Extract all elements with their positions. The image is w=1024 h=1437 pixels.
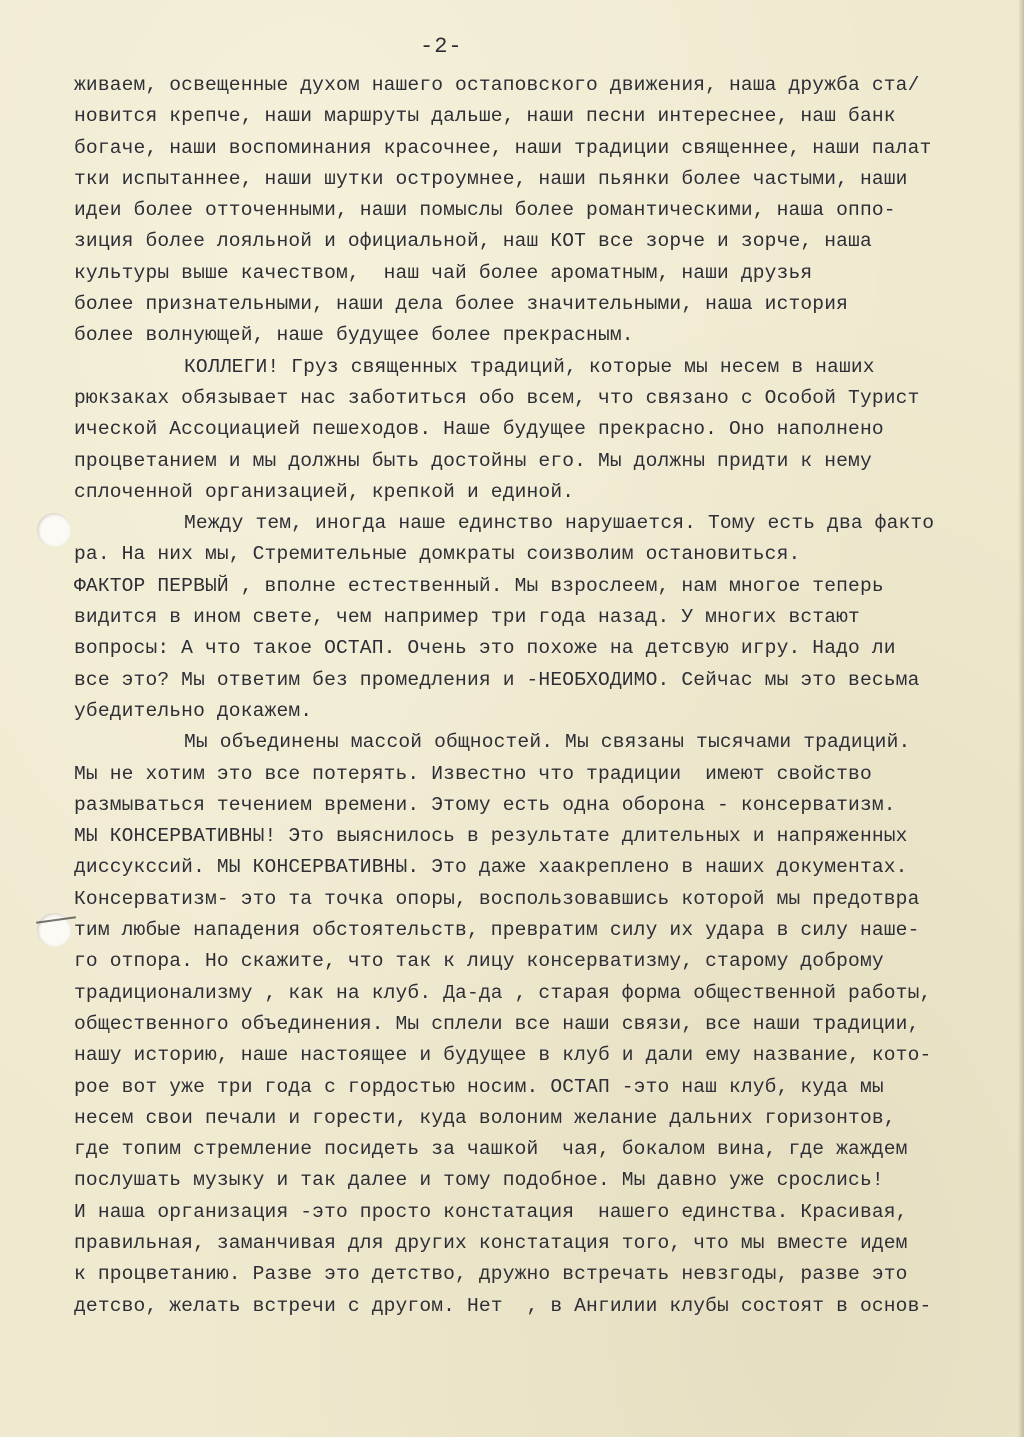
text-line: убедительно докажем. xyxy=(74,699,313,722)
text-line: тим любые нападения обстоятельств, превратим силу их удара в силу наше- xyxy=(74,919,920,942)
text-line: где топим стремление посидеть за чашкой чая, бокалом вина, где жаждем xyxy=(74,1138,908,1161)
text-line: традиционализму , как на клуб. Да-да , старая форма общественной работы, xyxy=(74,981,932,1004)
text-line: рюкзаках обязывает нас заботиться обо всем, что связано с Особой Турист xyxy=(74,386,920,409)
text-line: го отпора. Но скажите, что так к лицу консерватизму, старому доброму xyxy=(74,950,884,973)
text-line: детсво, желать встречи с другом. Нет , в Ангилии клубы состоят в основ- xyxy=(74,1294,932,1317)
text-line: зиция более лояльной и официальной, наш КОТ все зорче и зорче, наша xyxy=(74,230,872,253)
text-line: МЫ КОНСЕРВАТИВНЫ! Это выяснилось в результате длительных и напряженных xyxy=(74,825,908,848)
text-line: богаче, наши воспоминания красочнее, наши традиции священнее, наши палат xyxy=(74,136,932,159)
text-line: сплоченной организацией, крепкой и единой. xyxy=(74,480,575,503)
paragraph-start-line: Между тем, иногда наше единство нарушается. Тому есть два факто xyxy=(184,512,935,535)
text-line: к процветанию. Разве это детство, дружно встречать невзгоды, разве это xyxy=(74,1263,908,1286)
body-text xyxy=(74,70,1019,1322)
text-line: идеи более отточенными, наши помыслы более романтическими, наша оппо- xyxy=(74,199,896,222)
text-line: ФАКТОР ПЕРВЫЙ , вполне естественный. Мы взрослеем, нам многое теперь xyxy=(74,574,884,597)
text-line: ической Ассоциацией пешеходов. Наше будущее прекрасно. Оно наполнено xyxy=(74,418,884,441)
text-line: более волнующей, наше будущее более прекрасным. xyxy=(74,324,634,347)
text-line: размываться течением времени. Этому есть одна оборона - консерватизм. xyxy=(74,793,896,816)
text-line: вопросы: А что такое ОСТАП. Очень это похоже на детсвую игру. Надо ли xyxy=(74,637,896,660)
text-line: все это? Мы ответим без промедления и -НЕОБХОДИМО. Сейчас мы это весьма xyxy=(74,668,920,691)
text-line: диссуксcий. МЫ КОНСЕРВАТИВНЫ. Это даже хаакреплено в наших документах. xyxy=(74,856,908,879)
text-line: общественного объединения. Мы сплели все наши связи, все наши традиции, xyxy=(74,1012,920,1035)
text-line: новится крепче, наши маршруты дальше, наши песни интереснее, наш банк xyxy=(74,105,896,128)
text-line: рое вот уже три года с гордостью носим. ОСТАП -это наш клуб, куда мы xyxy=(74,1075,884,1098)
paragraph-start-line: Мы объединены массой общностей. Мы связаны тысячами традиций. xyxy=(184,731,911,754)
text-line: нашу историю, наше настоящее и будущее в клуб и дали ему название, кото- xyxy=(74,1044,932,1067)
text-line: Консерватизм- это та точка опоры, воспользовавшись которой мы предотвра xyxy=(74,887,920,910)
text-line: ра. На них мы, Стремительные домкраты соизволим остановиться. xyxy=(74,543,801,566)
text-line: культуры выше качеством, наш чай более ароматным, наши друзья xyxy=(74,261,813,284)
text-line: Мы не хотим это все потерять. Известно что традиции имеют свойство xyxy=(74,762,872,785)
text-line: послушать музыку и так далее и тому подобное. Мы давно уже срослись! xyxy=(74,1169,884,1192)
text-line: видится в ином свете, чем например три года назад. У многих встают xyxy=(74,606,860,629)
page-number: -2- xyxy=(420,34,463,59)
text-line: процветанием и мы должны быть достойны его. Мы должны придти к нему xyxy=(74,449,872,472)
paragraph-start-line: КОЛЛЕГИ! Груз священных традиций, которые мы несем в наших xyxy=(184,355,875,378)
text-line: живаем, освещенные духом нашего остаповского движения, наша дружба ста/ xyxy=(74,74,920,96)
text-line: несем свои печали и горести, куда волоним желание дальних горизонтов, xyxy=(74,1106,896,1129)
punch-hole-top xyxy=(37,513,71,547)
text-line: более признательными, наши дела более значительными, наша история xyxy=(74,293,849,316)
text-line: И наша организация -это просто констатация нашего единства. Красивая, xyxy=(74,1200,908,1223)
text-line: тки испытаннее, наши шутки остроумнее, наши пьянки более частыми, наши xyxy=(74,167,908,190)
text-line: правильная, заманчивая для других констатация того, что мы вместе идем xyxy=(74,1231,908,1254)
